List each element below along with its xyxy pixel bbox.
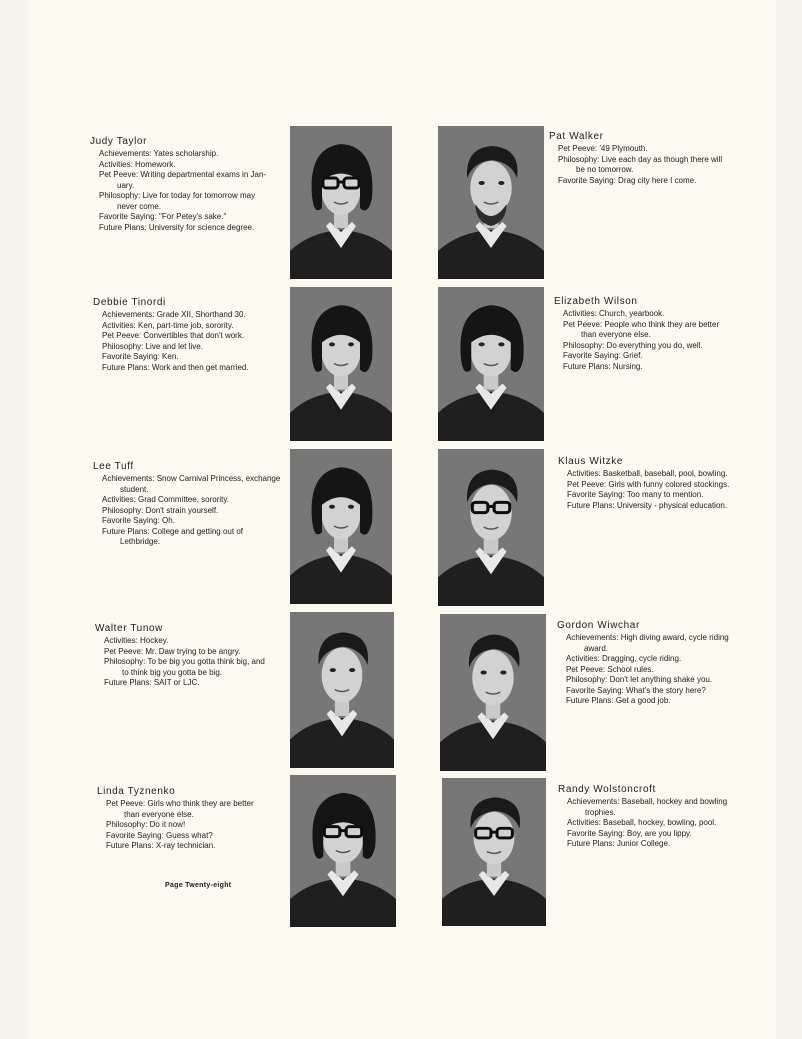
entry-line <box>558 501 754 512</box>
entry-label: Future Plans: <box>102 362 150 372</box>
entry-line <box>557 633 754 654</box>
entry-line <box>557 686 754 697</box>
entry-value: Writing departmental exams in Jan- <box>140 170 267 179</box>
entry-label: Philosophy: <box>566 675 608 684</box>
entry-line <box>554 320 754 341</box>
portrait-image <box>290 775 396 927</box>
entry-label: Pet Peeve: <box>566 664 606 674</box>
entry-line <box>97 831 283 842</box>
entry-value-continued: be no tomorrow. <box>576 165 634 174</box>
entry-label: Favorite Saying: <box>102 352 160 361</box>
entry-line <box>558 829 754 840</box>
entry-value: Church, yearbook. <box>599 309 665 318</box>
entry-label: Favorite Saying: <box>99 212 157 221</box>
entry-line <box>97 820 283 831</box>
entry-label: Activities: <box>99 159 133 169</box>
entry-value: Basketball, baseball, pool, bowling. <box>603 469 728 478</box>
entry-label: Philosophy: <box>563 340 605 350</box>
student-name: Linda Tyznenko <box>97 786 176 797</box>
photo-walter-tunow <box>290 612 394 768</box>
entry-value: Don't strain yourself. <box>145 505 219 515</box>
portrait-image <box>440 614 546 771</box>
entry-label: Pet Peeve: <box>106 799 146 808</box>
entry-label: Future Plans: <box>567 500 615 510</box>
photo-debbie-tinordi <box>290 287 392 441</box>
entry-value: College and getting out of <box>151 526 243 536</box>
entry-line <box>97 799 283 820</box>
student-name: Lee Tuff <box>93 461 134 472</box>
entry-label: Philosophy: <box>102 341 144 351</box>
entry-value: To be big you gotta think big, and <box>147 657 265 666</box>
entry-label: Future Plans: <box>567 839 615 848</box>
student-name: Elizabeth Wilson <box>554 296 638 307</box>
student-name: Gordon Wiwchar <box>557 620 640 631</box>
entry-value: Grad Committee, sorority. <box>138 495 230 504</box>
portrait-image <box>438 449 544 606</box>
entry-line <box>95 657 289 678</box>
student-name: Judy Taylor <box>90 136 147 147</box>
entry-label: Achievements: <box>566 633 619 642</box>
photo-judy-taylor <box>290 126 392 279</box>
entry-label: Future Plans: <box>99 222 147 232</box>
entry-value-continued: to think big you gotta be big. <box>122 667 223 677</box>
entry-line <box>557 696 754 707</box>
entry-label: Activities: <box>567 469 601 478</box>
student-name: Debbie Tinordi <box>93 297 166 308</box>
entry-label: Philosophy: <box>558 154 600 164</box>
entry-value: Dragging, cycle riding. <box>602 654 682 663</box>
entry-line <box>557 665 754 676</box>
entry-label: Pet Peeve: <box>99 170 139 179</box>
entry-label: Favorite Saying: <box>102 516 160 525</box>
entry-line <box>549 176 754 187</box>
entry-value-continued: Lethbridge. <box>120 537 161 546</box>
entry-value: Hockey. <box>140 636 169 645</box>
entry-label: Favorite Saying: <box>567 490 625 499</box>
entry-label: Activities: <box>102 495 136 504</box>
photo-randy-wolstoncroft <box>442 778 546 926</box>
student-name: Klaus Witzke <box>558 456 623 467</box>
entry-value: Don't let anything shake you. <box>609 675 713 684</box>
entry-value: What's the story here? <box>626 685 706 695</box>
entry-label: Activities: <box>563 309 597 318</box>
entry-label: Pet Peeve: <box>563 319 603 329</box>
entry-line <box>90 160 285 171</box>
entry-line <box>558 480 754 491</box>
entry-elizabeth-wilson <box>554 296 754 372</box>
entry-label: Philosophy: <box>102 505 144 515</box>
entry-label: Future Plans: <box>566 696 614 705</box>
entry-label: Achievements: <box>102 310 155 319</box>
entry-judy-taylor <box>90 136 285 233</box>
entry-label: Activities: <box>102 320 136 330</box>
photo-gordon-wiwchar <box>440 614 546 771</box>
entry-line <box>93 342 283 353</box>
entry-value: High diving award, cycle riding <box>620 633 729 642</box>
entry-value: X-ray technician. <box>155 841 216 850</box>
entry-label: Future Plans: <box>563 361 611 371</box>
entry-label: Philosophy: <box>99 191 141 200</box>
photo-lee-tuff <box>290 449 392 604</box>
entry-label: Philosophy: <box>104 657 146 666</box>
entry-value: Live for today for tomorrow may <box>142 191 256 200</box>
entry-line <box>93 495 289 506</box>
portrait-image <box>290 449 392 604</box>
entry-value: SAIT or LJC. <box>153 678 200 687</box>
entry-label: Activities: <box>567 818 601 827</box>
entry-label: Achievements: <box>567 797 620 806</box>
entry-value: Do it now! <box>149 820 186 829</box>
entry-line <box>90 170 285 191</box>
entry-label: Future Plans: <box>104 678 152 687</box>
entry-line <box>95 647 289 658</box>
entry-value: Ken, part-time job, sorority. <box>138 320 234 330</box>
entry-value: Baseball, hockey and bowling <box>621 797 728 806</box>
entry-value: Grief. <box>623 351 643 360</box>
entry-value: Get a good job. <box>615 696 671 705</box>
entry-value: Too many to mention. <box>626 490 704 499</box>
entry-line <box>558 490 754 501</box>
entry-label: Pet Peeve: <box>102 331 142 340</box>
entry-label: Favorite Saying: <box>106 830 164 840</box>
photo-klaus-witzke <box>438 449 544 606</box>
entry-label: Activities: <box>566 654 600 663</box>
portrait-image <box>438 126 544 279</box>
entry-line <box>93 516 289 527</box>
entry-label: Achievements: <box>99 149 152 158</box>
entry-value: Yates scholarship. <box>153 149 219 158</box>
entry-walter-tunow <box>95 623 289 689</box>
entry-value: School rules. <box>607 664 654 674</box>
entry-line <box>557 675 754 686</box>
entry-label: Favorite Saying: <box>566 685 624 695</box>
entry-label: Activities: <box>104 636 138 645</box>
entry-value-continued: never come. <box>117 201 162 211</box>
entry-value: Oh. <box>162 516 175 525</box>
entry-line <box>93 352 283 363</box>
entry-value: Work and then get married. <box>151 362 249 372</box>
entry-value: Junior College. <box>616 839 671 848</box>
entry-value: "For Petey's sake." <box>159 212 227 221</box>
entry-label: Future Plans: <box>106 841 154 850</box>
entry-line <box>95 636 289 647</box>
entry-line <box>93 527 289 548</box>
entry-value: Snow Carnival Princess, exchange <box>156 474 281 483</box>
entry-value: Mr. Daw trying to be angry. <box>145 646 241 656</box>
photo-elizabeth-wilson <box>438 287 544 441</box>
entry-line <box>93 506 289 517</box>
portrait-image <box>442 778 546 926</box>
entry-linda-tyznenko <box>97 786 283 852</box>
portrait-image <box>290 126 392 279</box>
entry-value: Grade XII, Shorthand 30. <box>156 310 246 319</box>
entry-value: Live each day as though there will <box>601 154 723 164</box>
photo-pat-walker <box>438 126 544 279</box>
entry-line <box>554 309 754 320</box>
entry-line <box>554 341 754 352</box>
entry-label: Pet Peeve: <box>567 479 607 489</box>
entry-value-continued: award. <box>584 643 609 653</box>
entry-value: Boy, are you lippy. <box>627 828 692 838</box>
entry-value: Nursing. <box>612 361 643 371</box>
entry-label: Favorite Saying: <box>567 828 625 838</box>
entry-lee-tuff <box>93 461 289 548</box>
entry-value: Live and let live. <box>145 341 203 351</box>
entry-value: People who think they are better <box>604 319 720 329</box>
student-name: Pat Walker <box>549 131 604 142</box>
entry-line <box>549 155 754 176</box>
entry-line <box>93 331 283 342</box>
entry-line <box>93 363 283 374</box>
entry-value-continued: trophies. <box>585 807 616 817</box>
entry-value: University - physical education. <box>616 500 728 510</box>
entry-line <box>558 839 754 850</box>
entry-line <box>97 841 283 852</box>
entry-value: Girls with funny colored stockings. <box>608 479 730 489</box>
student-name: Walter Tunow <box>95 623 163 634</box>
entry-line <box>558 469 754 480</box>
entry-line <box>90 223 285 234</box>
entry-value: Ken. <box>162 352 179 361</box>
entry-value: Guess what? <box>166 830 213 840</box>
entry-line <box>558 797 754 818</box>
entry-value-continued: than everyone else. <box>581 330 651 339</box>
portrait-image <box>290 612 394 768</box>
entry-line <box>93 321 283 332</box>
entry-pat-walker <box>549 131 754 186</box>
photo-linda-tyznenko <box>290 775 396 927</box>
entry-line <box>558 818 754 829</box>
entry-value-continued: student. <box>120 484 149 494</box>
entry-value: Convertibles that don't work. <box>143 331 245 340</box>
entry-value: Girls who think they are better <box>147 799 254 808</box>
entry-label: Pet Peeve: <box>558 144 598 153</box>
student-name: Randy Wolstoncroft <box>558 784 656 795</box>
entry-value: Do everything you do, well. <box>606 340 703 350</box>
entry-line <box>93 310 283 321</box>
entry-value-continued: than everyone else. <box>124 809 194 819</box>
entry-label: Favorite Saying: <box>558 175 616 185</box>
entry-line <box>554 351 754 362</box>
entry-klaus-witzke <box>558 456 754 511</box>
entry-label: Achievements: <box>102 474 155 483</box>
entry-value: University for science degree. <box>148 222 255 232</box>
entry-gordon-wiwchar <box>557 620 754 707</box>
entry-randy-wolstoncroft <box>558 784 754 850</box>
entry-value: Drag city here I come. <box>618 175 697 185</box>
entry-line <box>549 144 754 155</box>
entry-label: Philosophy: <box>106 820 148 829</box>
entry-line <box>95 678 289 689</box>
entry-label: Favorite Saying: <box>563 351 621 360</box>
entry-label: Pet Peeve: <box>104 646 144 656</box>
entry-label: Future Plans: <box>102 526 150 536</box>
entry-value: Baseball, hockey, bowling, pool. <box>603 818 717 827</box>
entry-line <box>90 149 285 160</box>
entry-line <box>557 654 754 665</box>
entry-line <box>93 474 289 495</box>
page-number: Page Twenty-eight <box>165 882 232 889</box>
entry-value-continued: uary. <box>117 180 135 190</box>
entry-line <box>90 191 285 212</box>
portrait-image <box>438 287 544 441</box>
portrait-image <box>290 287 392 441</box>
entry-line <box>90 212 285 223</box>
entry-line <box>554 362 754 373</box>
entry-debbie-tinordi <box>93 297 283 373</box>
entry-value: Homework. <box>135 159 176 169</box>
entry-value: '49 Plymouth. <box>599 144 648 153</box>
